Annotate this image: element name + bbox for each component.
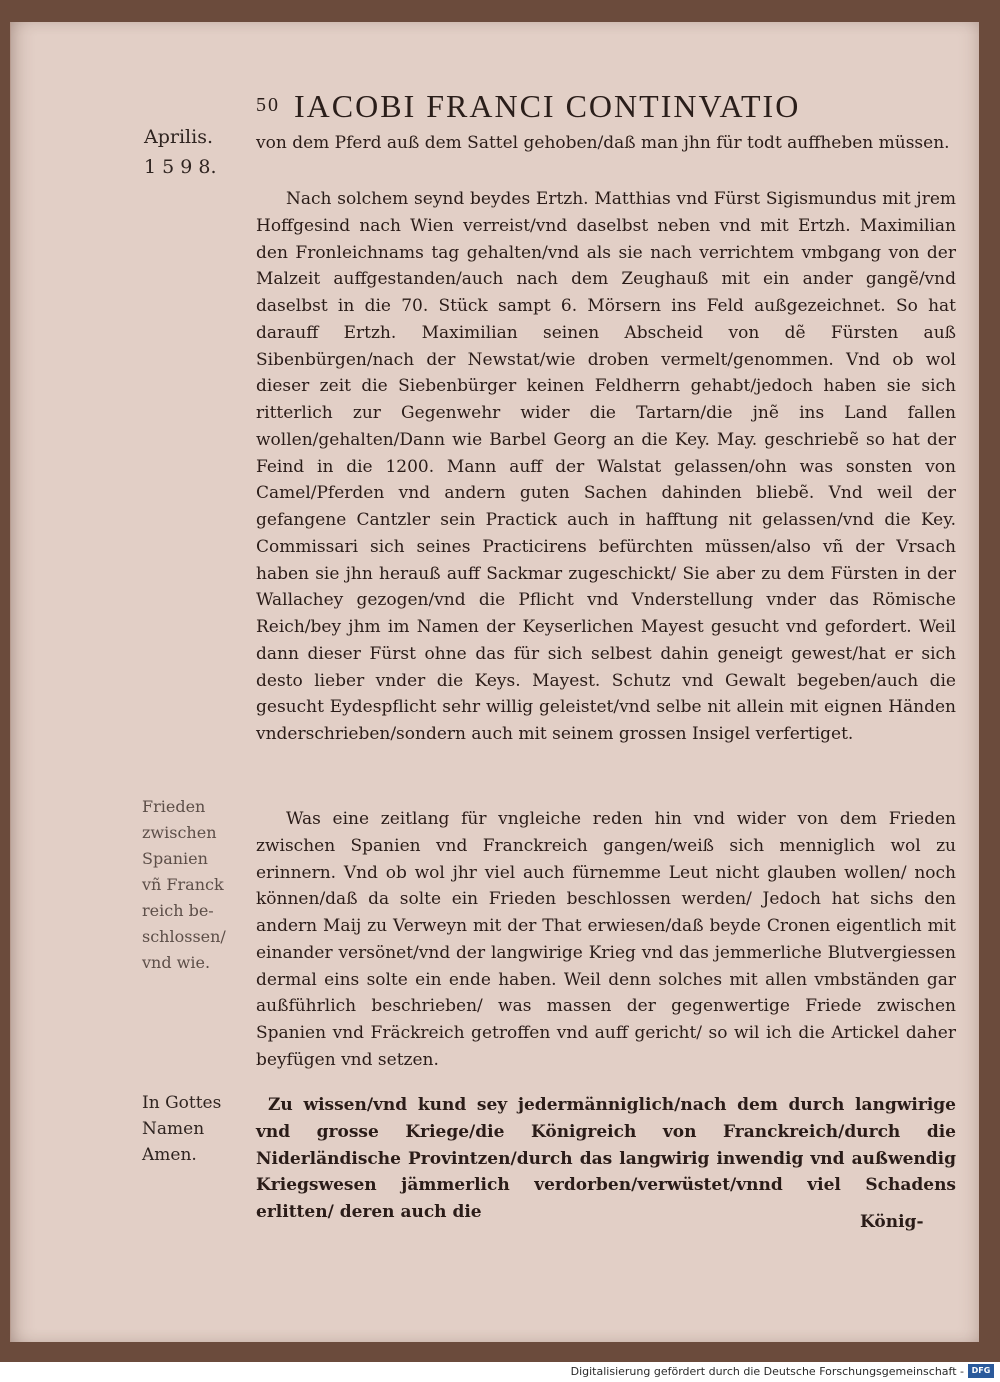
margin-note-frieden: Frieden zwischen Spanien vñ Franck reich be- schlossen/ vnd wie. (142, 797, 226, 972)
running-title: IACOBI FRANCI CONTINVATIO (294, 88, 801, 124)
page-number: 50 (256, 94, 280, 116)
paragraph-1: von dem Pferd auß dem Sattel gehoben/daß man jhn für todt auffheben müssen. (256, 133, 950, 153)
margin-note-gottes: In Gottes Namen Amen. (142, 1093, 222, 1165)
running-header (256, 88, 916, 128)
paragraph-3: Was eine zeitlang für vngleiche reden hin vnd wider von dem Frieden zwischen Spanien vnd Franckreich gangen/weiß sich menniglich wol zu erinnern. Vnd ob wol jhr viel auch fürnemme Leut nicht glauben wollen/ noch können/daß da solte ein Frieden beschlossen werden/ Jedoch hat sichs den andern Maij zu Verweyn mit der That erwiesen/daß beyde Cronen eigentlich mit einander versönet/vnd der langwirige Krieg vnd das jemmerliche Blutvergiessen dermal eins solte ein ende haben. Weil denn solches mit allen vmbständen gar außführlich beschrieben/ was massen der gegenwertige Friede zwischen Spanien vnd Fräckreich getroffen vnd auff gericht/ so wil ich die Artickel daher beyfügen vnd setzen. (256, 809, 956, 1070)
margin-note-date: Aprilis. 1 5 9 8. (144, 126, 217, 178)
catchword: König- (860, 1212, 924, 1232)
dfg-logo: DFG (968, 1364, 994, 1378)
footer-bar (0, 1362, 1000, 1382)
paragraph-4: Zu wissen/vnd kund sey jedermänniglich/nach dem durch langwirige vnd grosse Kriege/die Königreich von Franckreich/durch die Niderländische Provintzen/durch das langwirig inwendig vnd außwendig Kriegswesen jämmerlich verdorben/verwüstet/vnnd viel Schadens erlitten/ deren auch die (256, 1095, 956, 1222)
paragraph-2: Nach solchem seynd beydes Ertzh. Matthias vnd Fürst Sigismundus mit jrem Hoffgesind nach Wien verreist/vnd daselbst neben vnd mit Ertzh. Maximilian den Fronleichnams tag gehalten/vnd als sie nach verrichtem vmbgang von der Malzeit auffgestanden/auch nach dem Zeughauß mit ein ander gangẽ/vnd daselbst in die 70. Stück sampt 6. Mörsern ins Feld außgezeichnet. So hat darauff Ertzh. Maximilian seinen Abscheid von dẽ Fürsten auß Sibenbürgen/nach der Newstat/wie droben vermelt/genommen. Vnd ob wol dieser zeit die Siebenbürger keinen Feldherrn gehabt/jedoch haben sie sich ritterlich zur Gegenwehr wider die Tartarn/die jnẽ ins Land fallen wollen/gehalten/Dann wie Barbel Georg an die Key. May. geschriebẽ so hat der Feind in die 1200. Mann auff der Walstat gelassen/ohn was sonsten von Camel/Pferden vnd andern guten Sachen dahinden bliebẽ. Vnd weil der gefangene Cantzler sein Practick auch in hafftung nit gelassen/vnd die Key. Commissari sich seines Practicirens befürchten müssen/also vñ der Vrsach haben sie jhn herauß auff Sackmar zugeschickt/ Sie aber zu dem Fürsten in der Wallachey gezogen/vnd die Pflicht vnd Vnderstellung vnder das Römische Reich/bey jhm im Namen der Keyserlichen Mayest gesucht vnd gefordert. Weil dann dieser Fürst ohne das für sich selbest dahin geneigt gewest/hat er sich desto lieber vnder die Keys. Mayest. Schutz vnd Gewalt begeben/auch die gesucht Eydespflicht sehr willig geleistet/vnd selbe nit allein mit eignen Händen vnderschrieben/sondern auch mit seinem grossen Insigel verfertiget. (256, 189, 956, 744)
digitization-credit: Digitalisierung gefördert durch die Deutsche Forschungsgemeinschaft - (570, 1365, 964, 1378)
